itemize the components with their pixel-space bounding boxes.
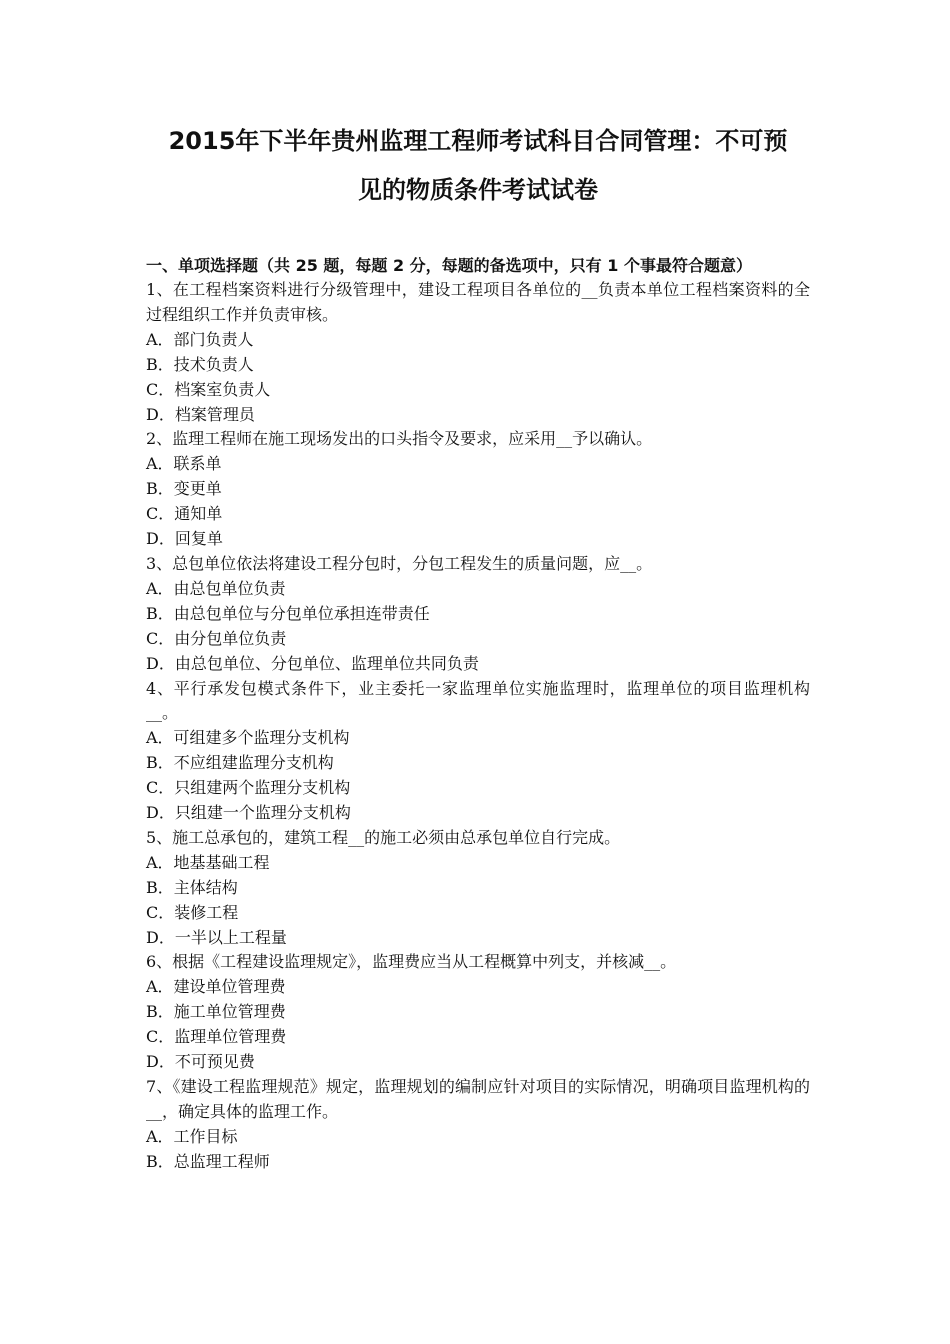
question-7-option-b: B．总监理工程师 <box>146 1151 270 1171</box>
question-6-option-a: A．建设单位管理费 <box>146 977 286 997</box>
question-6-option-c: C．监理单位管理费 <box>146 1027 287 1047</box>
question-5-option-b: B．主体结构 <box>146 877 238 897</box>
question-list <box>146 278 810 1175</box>
question-4-stem: 4、平行承发包模式条件下，业主委托一家监理单位实施监理时，监理单位的项目监理机构__。 <box>146 678 810 723</box>
question-3-option-b: B．由总包单位与分包单位承担连带责任 <box>146 603 430 623</box>
question-1-option-c: C．档案室负责人 <box>146 379 271 399</box>
question-4-option-a: A．可组建多个监理分支机构 <box>146 728 350 748</box>
question-5-option-d: D．一半以上工程量 <box>146 927 287 947</box>
question-3-option-d: D．由总包单位、分包单位、监理单位共同负责 <box>146 653 479 673</box>
question-4-option-b: B．不应组建监理分支机构 <box>146 753 334 773</box>
question-3-stem: 3、总包单位依法将建设工程分包时，分包工程发生的质量问题，应__。 <box>146 553 653 573</box>
question-1-option-a: A．部门负责人 <box>146 329 254 349</box>
document-page <box>146 118 810 1175</box>
question-3-option-c: C．由分包单位负责 <box>146 628 287 648</box>
title-line-2: 见的物质条件考试试卷 <box>358 176 598 204</box>
question-2-stem: 2、监理工程师在施工现场发出的口头指令及要求，应采用__予以确认。 <box>146 429 653 449</box>
question-6-option-b: B．施工单位管理费 <box>146 1002 286 1022</box>
document-title <box>146 118 810 213</box>
title-line-1: 2015年下半年贵州监理工程师考试科目合同管理：不可预 <box>168 127 788 155</box>
question-5-option-a: A．地基基础工程 <box>146 852 270 872</box>
question-7-stem: 7、《建设工程监理规范》规定，监理规划的编制应针对项目的实际情况，明确项目监理机构的__，确定具体的监理工作。 <box>146 1077 810 1121</box>
question-1-option-d: D．档案管理员 <box>146 404 255 424</box>
question-6-option-d: D．不可预见费 <box>146 1052 255 1072</box>
question-4-option-c: C．只组建两个监理分支机构 <box>146 778 351 798</box>
question-5-stem: 5、施工总承包的，建筑工程__的施工必须由总承包单位自行完成。 <box>146 827 621 847</box>
question-2-option-b: B．变更单 <box>146 479 222 499</box>
question-2-option-d: D．回复单 <box>146 529 223 549</box>
section-heading: 一、单项选择题（共 25 题，每题 2 分，每题的备选项中，只有 1 个事最符合题意） <box>146 256 752 275</box>
question-4-option-d: D．只组建一个监理分支机构 <box>146 803 351 823</box>
question-5-option-c: C．装修工程 <box>146 902 239 922</box>
question-2-option-c: C．通知单 <box>146 504 223 524</box>
question-2-option-a: A．联系单 <box>146 454 222 474</box>
question-1-option-b: B．技术负责人 <box>146 354 254 374</box>
question-1-stem: 1、在工程档案资料进行分级管理中，建设工程项目各单位的__负责本单位工程档案资料的全过程组织工作并负责审核。 <box>146 280 810 324</box>
question-6-stem: 6、根据《工程建设监理规定》，监理费应当从工程概算中列支，并核减__。 <box>146 952 677 972</box>
question-3-option-a: A．由总包单位负责 <box>146 578 286 598</box>
question-7-option-a: A．工作目标 <box>146 1126 238 1146</box>
